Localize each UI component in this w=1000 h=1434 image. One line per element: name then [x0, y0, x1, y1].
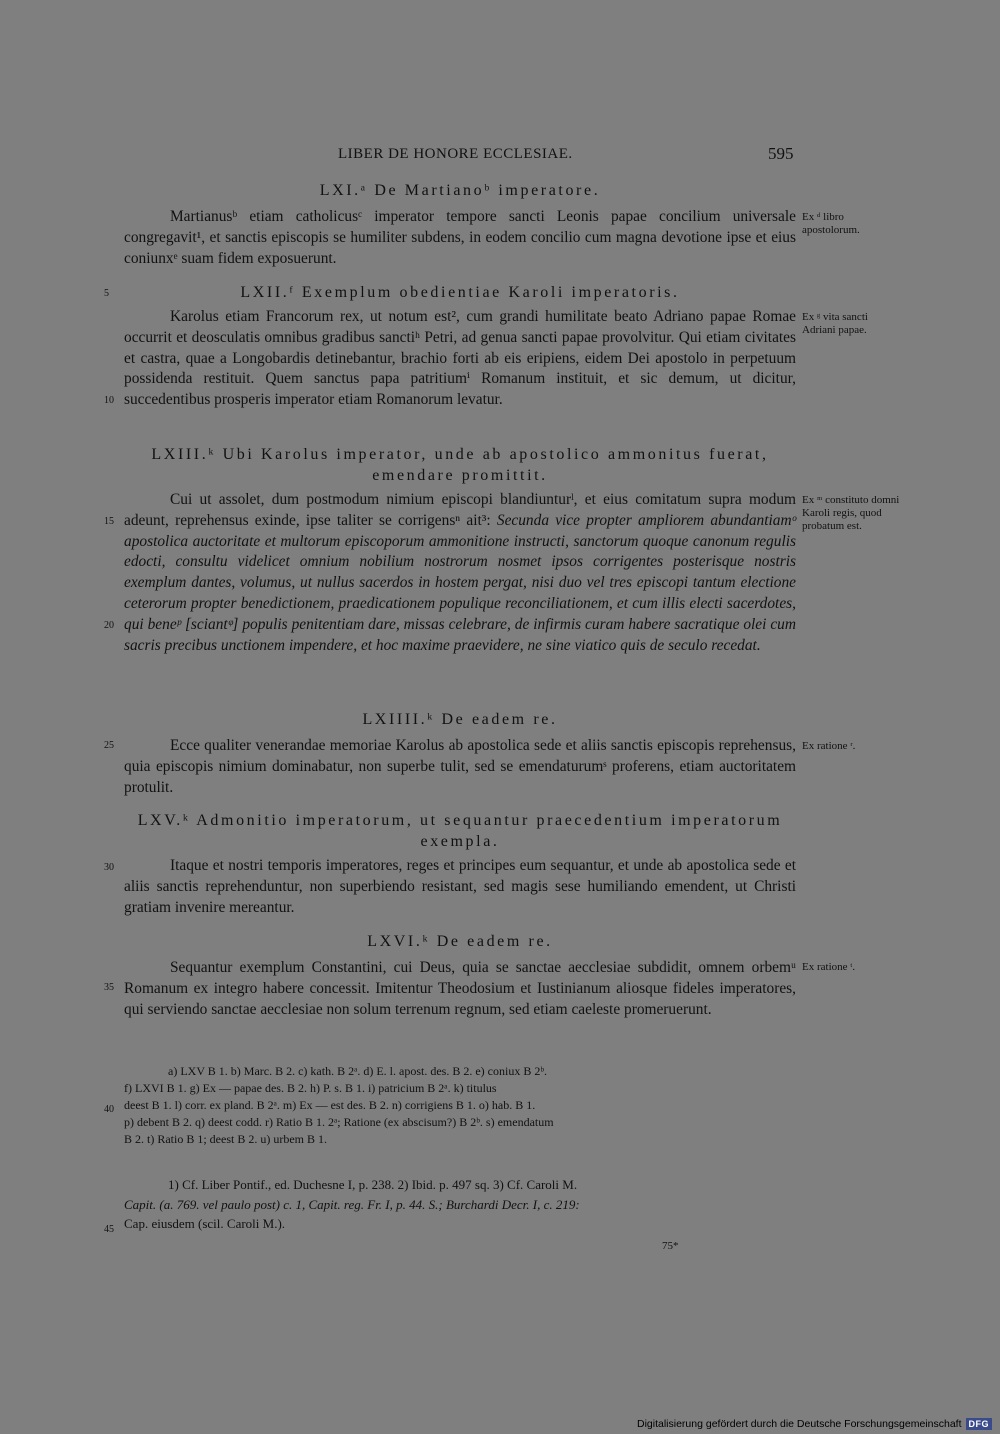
line-number: 45: [104, 1224, 114, 1235]
margin-note: Ex ᵐ constituto domni Karoli regis, quod probatum est.: [802, 494, 900, 532]
margin-note: Ex ratione ᵗ.: [802, 961, 856, 973]
section-heading: LXVI.ᵏ De eadem re.: [367, 933, 553, 950]
section-heading: LXIII.ᵏ Ubi Karolus imperator, unde ab apostolico ammonitus fuerat, emendare promittit.: [151, 446, 769, 484]
credit-text: Digitalisierung gefördert durch die Deutsche Forschungsgemeinschaft: [636, 1418, 962, 1430]
apparatus-line: deest B 1. l) corr. ex pland. B 2ᵃ. m) Ex — est des. B 2. n) corrigiens B 1. o) hab. B 1.: [124, 1098, 536, 1112]
section-text: Martianusᵇ etiam catholicusᶜ imperator tempore sancti Leonis papae concilium universale congregavit¹, et sanctis episcopis se humiliter subdens, in eodem concilio cum magna devotione ipse et eius coniunxᵉ suam fidem exposuerunt.: [124, 208, 796, 267]
sheet-signature: 75*: [662, 1240, 679, 1252]
apparatus-line: f) LXVI B 1. g) Ex — papae des. B 2. h) P. s. B 1. i) patricium B 2ᵃ. k) titulus: [124, 1081, 497, 1095]
section-text: Ecce qualiter venerandae memoriae Karolus ab apostolica sede et aliis sanctis episcopis reprehensus, quia episcopis nimium dominabatur, non superbe tulit, sed se emendaturumˢ proferens, etiam auctoritatem protulit.: [124, 737, 796, 796]
line-number: 10: [104, 395, 114, 406]
footnote-line: 1) Cf. Liber Pontif., ed. Duchesne I, p. 238. 2) Ibid. p. 497 sq. 3) Cf. Caroli M.: [168, 1177, 578, 1192]
footnote-line: Cap. eiusdem (scil. Caroli M.).: [124, 1216, 286, 1231]
margin-note: Ex ratione ʳ.: [802, 740, 856, 752]
margin-note: Ex ᵈ libro apostolorum.: [802, 211, 860, 236]
page-number: 595: [768, 144, 794, 163]
line-number: 20: [104, 620, 114, 631]
line-number: 25: [104, 740, 114, 751]
dfg-logo-icon: DFG: [966, 1418, 993, 1430]
apparatus-line: p) debent B 2. q) deest codd. r) Ratio B 1. 2ᵃ; Ratione (ex abscisum?) B 2ᵇ. s) emendatum: [124, 1115, 554, 1129]
section-text: Itaque et nostri temporis imperatores, reges et principes eum sequantur, et unde ab apostolica sede et aliis sanctis reprehenduntur, non superbiendo resistant, sed magis sese humiliando emendent, ut Christi gratiam invenire mereantur.: [124, 857, 796, 916]
line-number: 5: [104, 288, 109, 299]
section-heading: LXII.ᶠ Exemplum obedientiae Karoli imperatoris.: [240, 284, 680, 301]
section-text: Karolus etiam Francorum rex, ut notum est², cum grandi humilitate beato Adriano papae Romae occurrit et deosculatis omnibus gradibus sanctiʰ Petri, ad genua sancti papae provolvitur. Qui etiam civitates et castra, quae a Longobardis detinebantur, brachio forti ab eis eripiens, eidem Dei apostolo in perpetuum possidenda restituit. Quem sanctus papa patritiumⁱ Romanum instituit, et sic demum, ut dicitur, succedentibus prosperis imperator etiam Romanorum levatur.: [124, 308, 796, 409]
line-number: 40: [104, 1104, 114, 1115]
section-heading: LXI.ᵃ De Martianoᵇ imperatore.: [319, 182, 601, 199]
line-number: 35: [104, 982, 114, 993]
digitization-credit: [637, 1418, 992, 1430]
apparatus-line: B 2. t) Ratio B 1; deest B 2. u) urbem B 1.: [124, 1132, 327, 1146]
section-heading: LXIIII.ᵏ De eadem re.: [362, 711, 558, 728]
section-heading: LXV.ᵏ Admonitio imperatorum, ut sequantur praecedentium imperatorum exempla.: [137, 812, 783, 850]
section-text: [124, 490, 796, 656]
line-number: 30: [104, 862, 114, 873]
line-number: 15: [104, 516, 114, 527]
footnote-line: Capit. (a. 769. vel paulo post) c. 1, Capit. reg. Fr. I, p. 44. S.; Burchardi Decr. I, c. 219:: [124, 1196, 580, 1212]
running-head: LIBER DE HONORE ECCLESIAE.: [338, 146, 573, 162]
section-text-quote: Secunda vice propter ampliorem abundantiamᵒ apostolica auctoritate et multorum episcoporum ammonitione instructi, sanctorum quoque canonum regulis edocti, consultu videlicet omnium nobilium nostrorum nosmet ipsos corrigentes posterisque nostris exemplum dantes, volumus, ut nullus sacerdos in hostem pergat, nisi duo vel tres episcopi tantum electione ceterorum propter benedictionem, praedicationem populique reconciliationem, et cum illis electi sacerdotes, qui beneᵖ [sciantᵠ] populis penitentiam dare, missas celebrare, de infirmis curam habere sacratique olei cum sacris precibus unctionem impendere, et hoc maxime praevidere, ne sine viatico quis de seculo recedat.: [124, 511, 796, 654]
footnotes: [124, 1175, 788, 1234]
section-text: Sequantur exemplum Constantini, cui Deus, quia se sanctae aecclesiae subdidit, omnem orbemᵘ Romanum ex integro habere concessit. Imitentur Theodosium et Iustinianum aliosque fideles imperatores, qui serviendo sanctae aecclesiae non solum terrenum regnum, sed etiam caeleste promeruerunt.: [124, 959, 796, 1018]
margin-note: Ex ᵍ vita sancti Adriani papae.: [802, 311, 868, 336]
apparatus-line: a) LXV B 1. b) Marc. B 2. c) kath. B 2ᵃ. d) E. l. apost. des. B 2. e) coniux B 2ᵇ.: [168, 1064, 548, 1078]
critical-apparatus: [124, 1063, 788, 1148]
section-text-plain: Cui ut assolet, dum postmodum nimium episcopi blandiunturˡ, et eius comitatum supra modum adeunt, reprehensus exinde, ipse taliter se corrigensⁿ ait³:: [124, 491, 796, 529]
